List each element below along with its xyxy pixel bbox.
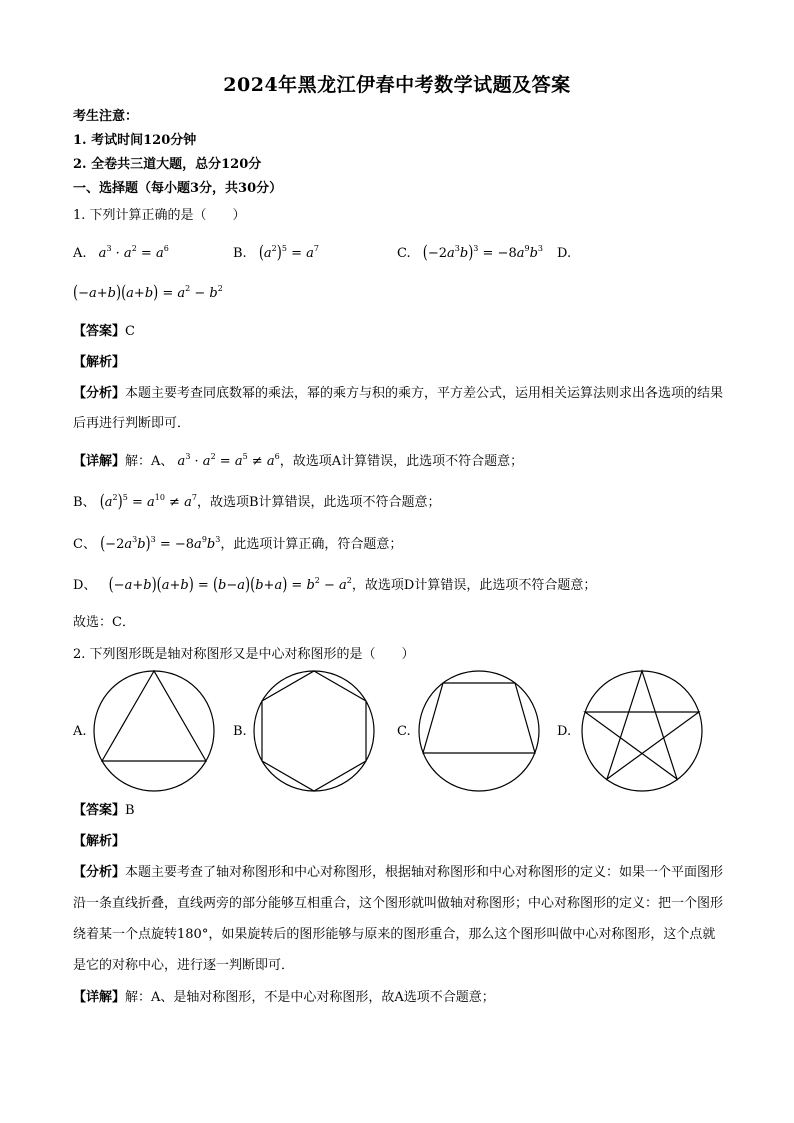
notice-heading: 考生注意： xyxy=(73,109,139,124)
q1-option-c xyxy=(397,245,543,263)
q1-detail-d xyxy=(73,577,596,595)
q1-detail-a-formula: $a^3 \cdot a^2 = a^5 \ne a^6$ xyxy=(177,452,280,469)
q1-detail-tag: 【详解】 xyxy=(73,454,126,469)
q1-detail-d-formula: $(-a+b)(a+b) = (b-a)(b+a) = b^2 - a^2$ xyxy=(108,575,352,596)
q1-fenxi-tag: 【分析】 xyxy=(73,386,126,401)
q1-analysis-tag: 【解析】 xyxy=(73,355,126,370)
q1-answer xyxy=(73,323,135,341)
circle-pentagram-figure xyxy=(579,668,705,794)
section-heading: 一、选择题（每小题3分，共30分） xyxy=(73,181,283,196)
q1-detail-c-prefix: C、 xyxy=(73,537,96,552)
q1-option-a xyxy=(73,245,169,263)
q2-detail-a-text: 解：A、是轴对称图形，不是中心对称图形，故A选项不合题意； xyxy=(125,990,495,1005)
q2-label-d: D. xyxy=(557,724,572,739)
q2-fenxi-text: 本题主要考查了轴对称图形和中心对称图形，根据轴对称图形和中心对称图形的定义：如果一个平面图形沿一条直线折叠，直线两旁的部分能够互相重合，这个图形就叫做轴对称图形；中心对称图形的定义：把一个图形绕着某一个点旋转180°，如果旋转后的图形能够与原来的图形重合，那么这个图形叫做中心对称图形，这个点就是它的对称中心，进行逐一判断即可． xyxy=(73,865,724,973)
notice-item-1: 1. 考试时间120分钟 xyxy=(73,133,197,148)
q1-option-a-formula: $a^3 \cdot a^2 = a^6$ xyxy=(98,244,169,261)
q1-option-d-label: D. xyxy=(557,246,572,261)
q2-label-b: B. xyxy=(233,724,247,739)
circle-hexagon-figure xyxy=(251,668,377,794)
q1-option-c-label: C. xyxy=(397,246,411,261)
circle-triangle-figure xyxy=(91,668,217,794)
q1-detail-b-prefix: B、 xyxy=(73,495,96,510)
q1-detail-b xyxy=(73,494,441,512)
q2-fenxi xyxy=(73,857,725,981)
q1-detail-c-suffix: ，此选项计算正确，符合题意； xyxy=(220,537,403,552)
q1-option-d-formula: $(-a+b)(a+b) = a^2 - b^2$ xyxy=(73,283,223,304)
q2-answer xyxy=(73,802,135,820)
q1-answer-tag: 【答案】 xyxy=(73,324,126,339)
q1-option-b-label: B. xyxy=(233,246,247,261)
q1-detail-d-prefix: D、 xyxy=(73,578,97,593)
q1-option-b-formula: $(a^2)^5 = a^7$ xyxy=(258,243,319,264)
q1-stem: 1. 下列计算正确的是（ ） xyxy=(73,208,246,223)
q1-detail-b-formula: $(a^2)^5 = a^{10} \ne a^7$ xyxy=(99,492,197,513)
q2-label-a: A. xyxy=(73,724,87,739)
q1-detail-a-suffix: ，故选项A计算错误，此选项不符合题意； xyxy=(279,454,524,469)
q2-detail-tag: 【详解】 xyxy=(73,990,126,1005)
q1-choose: 故选：C． xyxy=(73,615,135,630)
q1-option-b xyxy=(233,245,319,263)
q1-fenxi-text: 本题主要考查同底数幂的乘法，幂的乘方与积的乘方，平方差公式，运用相关运算法则求出各选项的结果后再进行判断即可． xyxy=(73,386,724,431)
q1-option-a-label: A. xyxy=(73,246,87,261)
q1-detail-b-suffix: ，故选项B计算错误，此选项不符合题意； xyxy=(196,495,441,510)
page-title: 2024年黑龙江伊春中考数学试题及答案 xyxy=(223,74,571,96)
q2-analysis-tag: 【解析】 xyxy=(73,834,126,849)
q1-detail-c-formula: $(-2a^3b)^3 = -8a^9b^3$ xyxy=(100,534,221,555)
circle-trapezoid-figure xyxy=(416,668,542,794)
q2-stem: 2. 下列图形既是轴对称图形又是中心对称图形的是（ ） xyxy=(73,647,415,662)
q2-answer-tag: 【答案】 xyxy=(73,803,126,818)
q2-label-c: C. xyxy=(397,724,411,739)
q1-answer-value: C xyxy=(125,324,135,339)
q2-detail-a xyxy=(73,989,495,1007)
q1-detail-c xyxy=(73,536,402,554)
q2-fenxi-tag: 【分析】 xyxy=(73,865,126,880)
q1-fenxi xyxy=(73,379,725,439)
notice-item-2: 2. 全卷共三道大题，总分120分 xyxy=(73,157,262,172)
q1-option-c-formula: $(-2a^3b)^3 = -8a^9b^3$ xyxy=(422,243,543,264)
q1-detail-a-prefix: 解：A、 xyxy=(125,454,174,469)
q2-answer-value: B xyxy=(125,803,135,818)
q1-detail-d-suffix: ，故选项D计算错误，此选项不符合题意； xyxy=(351,578,597,593)
q1-detail-a xyxy=(73,453,523,471)
